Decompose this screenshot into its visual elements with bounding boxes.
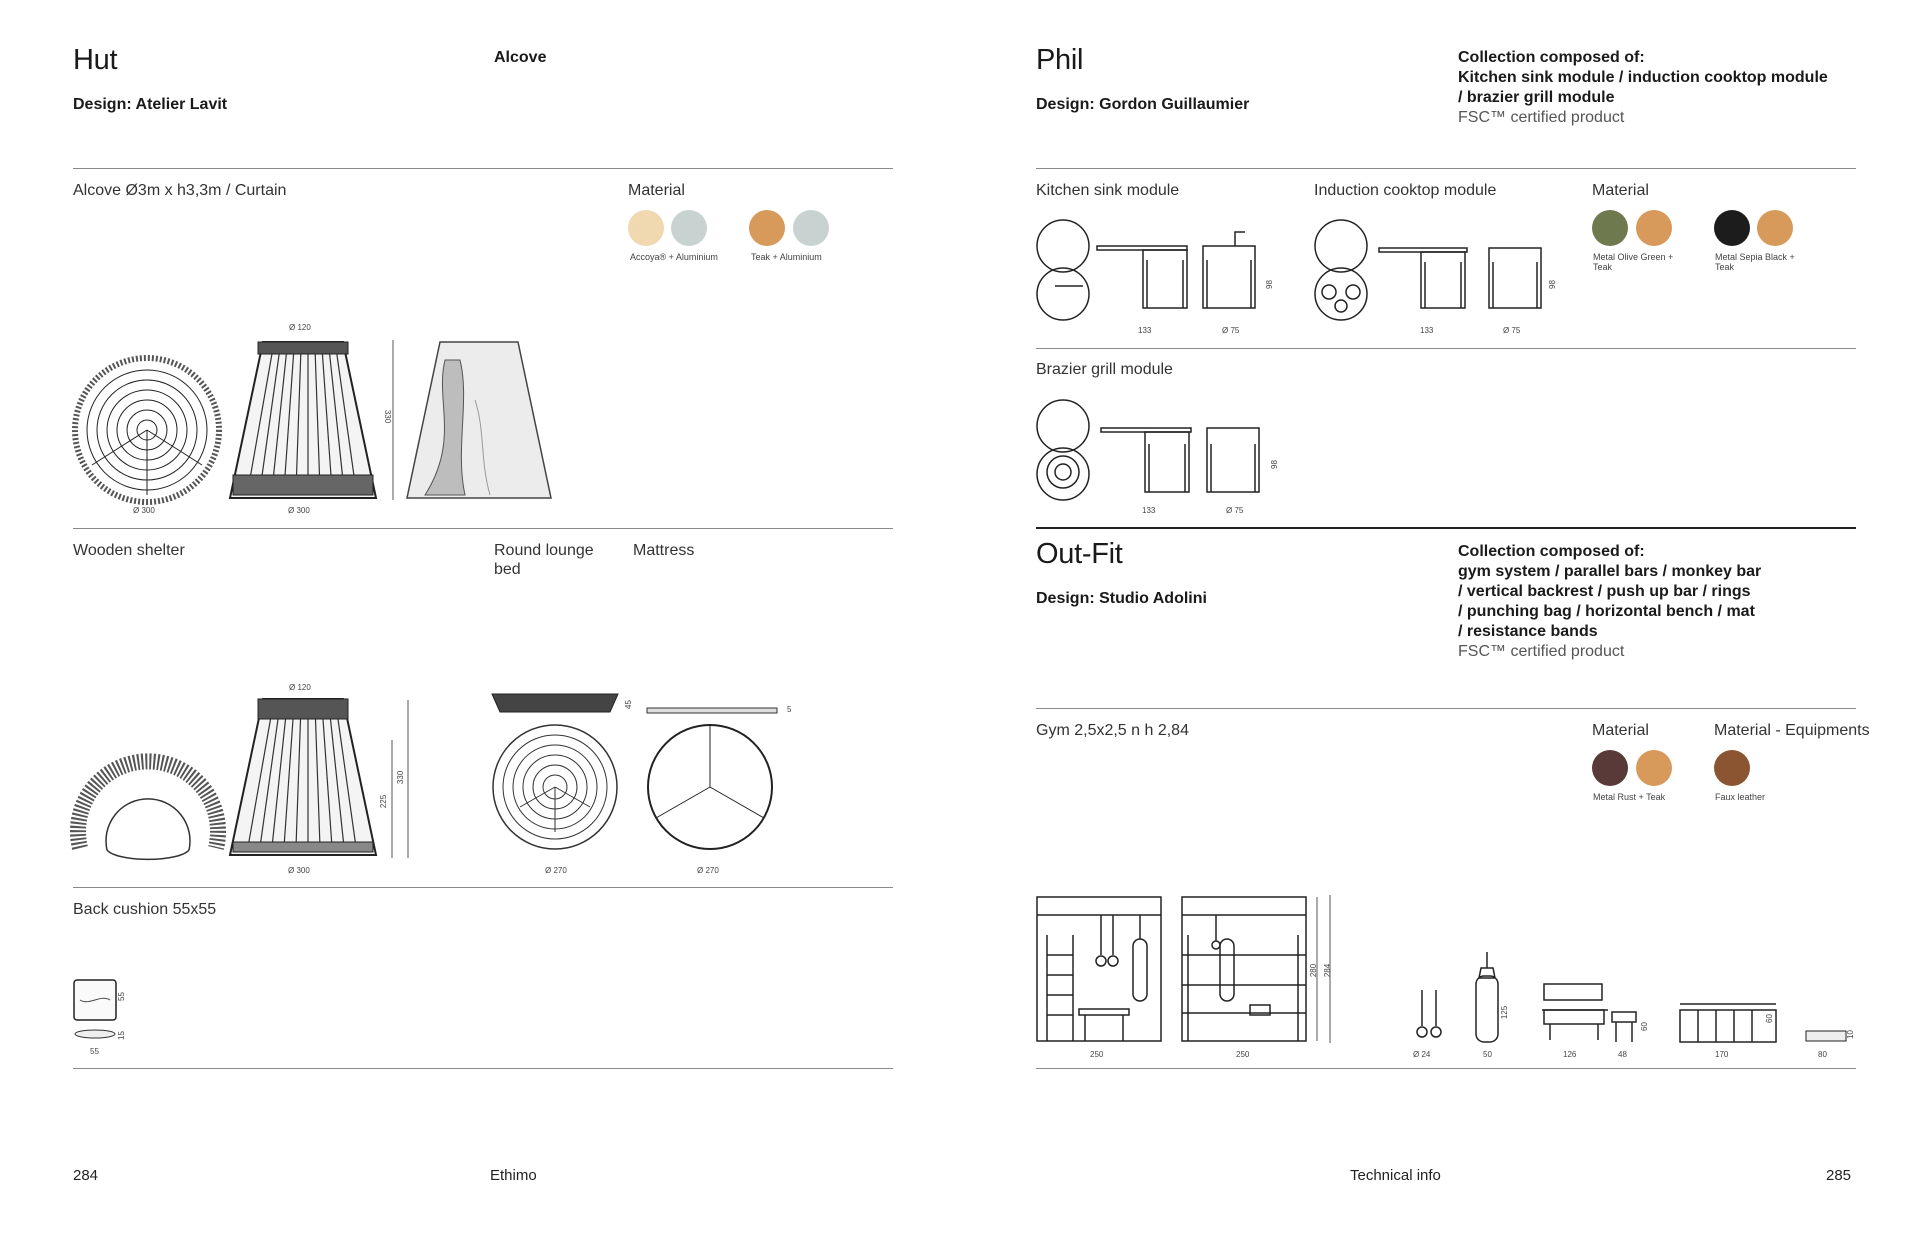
divider: [73, 1068, 893, 1069]
section-label-brazier: Brazier grill module: [1036, 361, 1173, 378]
kitchen-sink-module-drawing: [1035, 220, 1275, 324]
parallel-bars-drawing: [1678, 1000, 1778, 1044]
section-label-round-lounge-bed: Round lounge bed: [494, 542, 594, 578]
swatch-metal-rust: [1592, 750, 1628, 786]
designer-hut: Design: Atelier Lavit: [73, 96, 228, 113]
divider: [73, 168, 893, 169]
mattress-side-drawing: [645, 706, 785, 716]
mattress-top-drawing: [645, 722, 775, 852]
hut-curtain-view-drawing: [405, 340, 553, 500]
section-label-alcove: Alcove Ø3m x h3,3m / Curtain: [73, 182, 287, 199]
designer-outfit: Design: Studio Adolini: [1036, 590, 1207, 607]
equipment-material-heading: Material - Equipments: [1714, 722, 1870, 739]
section-label-mattress: Mattress: [633, 542, 695, 559]
swatch-aluminium: [671, 210, 707, 246]
gym-system-front-drawing: [1035, 895, 1185, 1045]
material-heading: Material: [1592, 722, 1649, 739]
push-up-bar-drawing: [1610, 1010, 1640, 1044]
page-title-hut: Hut: [73, 44, 118, 76]
swatch-aluminium-2: [793, 210, 829, 246]
swatch-caption: Teak + Aluminium: [751, 252, 822, 262]
swatch-sepia-black: [1714, 210, 1750, 246]
mat-drawing: [1804, 1028, 1850, 1044]
gym-system-side-drawing: [1180, 895, 1330, 1045]
punching-bag-drawing: [1472, 952, 1502, 1044]
shelter-front-view-drawing: [228, 697, 380, 857]
swatch-caption: Metal Rust + Teak: [1593, 792, 1666, 802]
divider: [73, 887, 893, 888]
page-title-phil: Phil: [1036, 44, 1084, 76]
swatch-accoya: [628, 210, 664, 246]
swatch-teak: [1636, 750, 1672, 786]
swatch-caption: Metal Sepia Black + Teak: [1715, 252, 1795, 272]
collection-line: gym system / parallel bars / monkey bar: [1458, 563, 1762, 580]
bench-drawing: [1540, 980, 1610, 1042]
lounge-bed-side-drawing: [490, 692, 620, 714]
section-name: Technical info: [1350, 1167, 1441, 1184]
brazier-module-drawing: [1035, 400, 1275, 504]
collection-line: / punching bag / horizontal bench / mat: [1458, 603, 1755, 620]
collection-line: / vertical backrest / push up bar / rings: [1458, 583, 1751, 600]
collection-line: / brazier grill module: [1458, 89, 1615, 106]
section-label-gym: Gym 2,5x2,5 n h 2,84: [1036, 722, 1189, 739]
fsc-certified: FSC™ certified product: [1458, 109, 1625, 126]
swatch-faux-leather: [1714, 750, 1750, 786]
section-divider: [1036, 527, 1856, 529]
divider: [73, 528, 893, 529]
divider: [1036, 168, 1856, 169]
page-title-outfit: Out-Fit: [1036, 538, 1123, 570]
collection-label-alcove: Alcove: [494, 49, 547, 66]
fsc-certified: FSC™ certified product: [1458, 643, 1625, 660]
collection-line: / resistance bands: [1458, 623, 1598, 640]
swatch-caption: Accoya® + Aluminium: [630, 252, 718, 262]
material-heading: Material: [1592, 182, 1649, 199]
swatch-teak: [1636, 210, 1672, 246]
swatch-teak: [749, 210, 785, 246]
section-label-wooden-shelter: Wooden shelter: [73, 542, 185, 559]
divider: [1036, 348, 1856, 349]
designer-phil: Design: Gordon Guillaumier: [1036, 96, 1250, 113]
section-label-induction: Induction cooktop module: [1314, 182, 1497, 199]
cushion-drawing: [72, 978, 118, 1040]
swatch-olive-green: [1592, 210, 1628, 246]
page-number-left: 284: [73, 1167, 99, 1184]
rings-drawing: [1412, 990, 1448, 1040]
section-label-kitchen-sink: Kitchen sink module: [1036, 182, 1180, 199]
collection-line: Kitchen sink module / induction cooktop module: [1458, 69, 1828, 86]
shelter-top-view-drawing: [72, 738, 224, 858]
page-number-right: 285: [1826, 1167, 1852, 1184]
brand-name: Ethimo: [490, 1167, 537, 1184]
section-label-back-cushion: Back cushion 55x55: [73, 901, 217, 918]
divider: [1036, 1068, 1856, 1069]
lounge-bed-top-drawing: [490, 722, 620, 852]
material-heading: Material: [628, 182, 685, 199]
induction-module-drawing: [1313, 220, 1553, 324]
swatch-caption: Metal Olive Green + Teak: [1593, 252, 1674, 272]
swatch-teak-2: [1757, 210, 1793, 246]
swatch-caption: Faux leather: [1715, 792, 1766, 802]
collection-heading-phil: Collection composed of:: [1458, 49, 1645, 66]
hut-front-view-drawing: [228, 340, 380, 500]
hut-top-view-drawing: [72, 355, 224, 505]
divider: [1036, 708, 1856, 709]
collection-heading-outfit: Collection composed of:: [1458, 543, 1645, 560]
